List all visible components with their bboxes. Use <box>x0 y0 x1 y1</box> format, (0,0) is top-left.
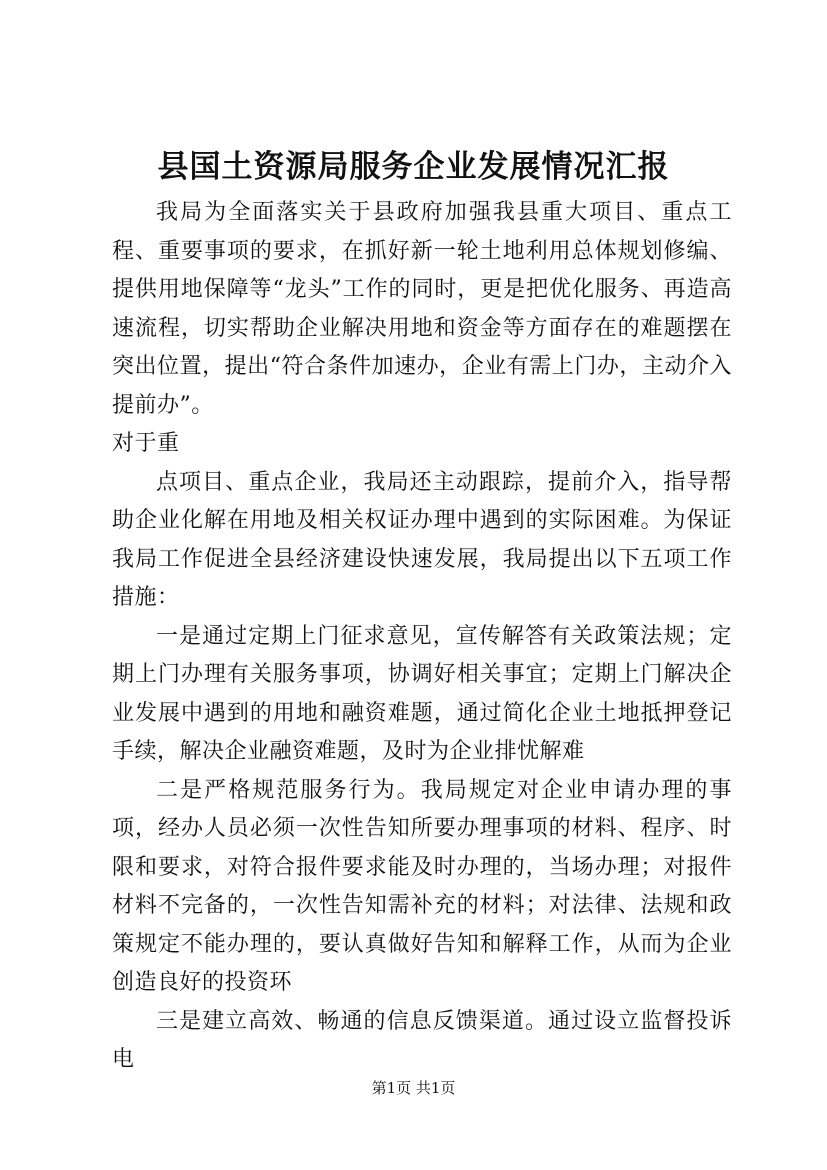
paragraph-measure-two: 二是严格规范服务行为。我局规定对企业申请办理的事项，经办人员必须一次性告知所要办理事项的材料、程序、时限和要求，对符合报件要求能及时办理的，当场办理；对报件材料不完备的，一次性告知需补充的材料；对法律、法规和政策规定不能办理的，要认真做好告知和解释工作，从而为企业创造良好的投资环 <box>112 777 732 995</box>
paragraph-key-projects: 点项目、重点企业，我局还主动跟踪，提前介入，指导帮助企业化解在用地及相关权证办理中遇到的实际困难。为保证我局工作促进全县经济建设快速发展，我局提出以下五项工作措施： <box>112 469 732 610</box>
document-title: 县国土资源局服务企业发展情况汇报 <box>157 149 670 185</box>
paragraph-intro: 我局为全面落实关于县政府加强我县重大项目、重点工程、重要事项的要求，在抓好新一轮土地利用总体规划修编、提供用地保障等“龙头”工作的同时，更是把优化服务、再造高速流程，切实帮助企业解决用地和资金等方面存在的难题摆在突出位置，提出“符合条件加速办，企业有需上门办，主动介入提前办”。 <box>112 200 732 418</box>
paragraph-measure-three: 三是建立高效、畅通的信息反馈渠道。通过设立监督投诉电 <box>112 1008 732 1072</box>
paragraph-fragment: 对于重 <box>112 431 180 456</box>
paragraph-measure-one: 一是通过定期上门征求意见，宣传解答有关政策法规；定期上门办理有关服务事项，协调好相关事宜；定期上门解决企业发展中遇到的用地和融资难题，通过简化企业土地抵押登记手续，解决企业融资难题，及时为企业排忧解难 <box>112 623 732 764</box>
page-footer: 第1页 共1页 <box>371 1079 456 1097</box>
document-body <box>112 194 732 1080</box>
